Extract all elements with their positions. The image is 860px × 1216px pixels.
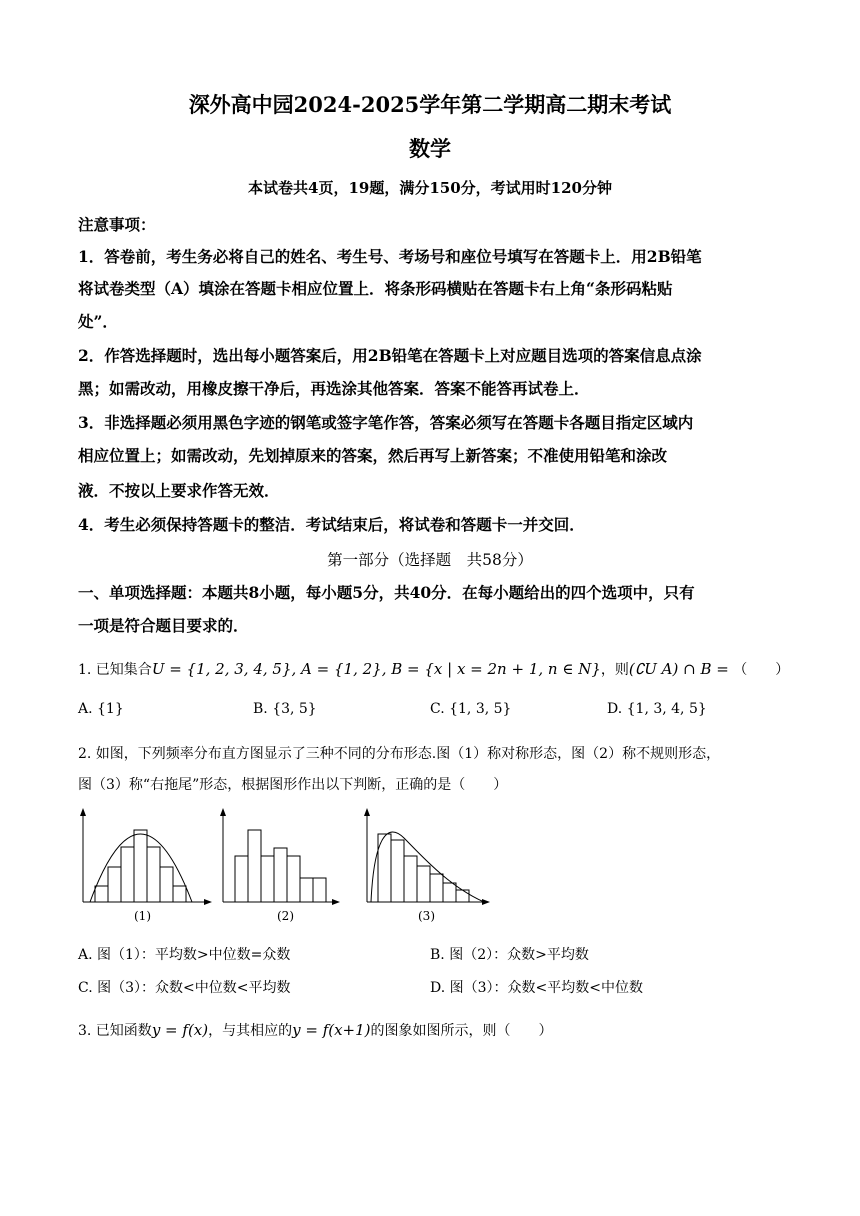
q2-option-d: D. 图（3）：众数<平均数<中位数 <box>430 980 643 996</box>
notice-heading: 注意事项： <box>78 215 156 234</box>
q1-option-c: C. {1, 3, 5} <box>430 701 512 717</box>
q1-answer-paren: （ ） <box>733 662 790 678</box>
notice-line: 4．考生必须保持答题卡的整洁．考试结束后，将试卷和答题卡一并交回． <box>78 515 585 534</box>
q1-prefix: 1. 已知集合 <box>78 662 152 678</box>
q1-ask-expression: (∁U A) ∩ B = <box>628 660 729 678</box>
histogram-right-skewed <box>364 808 490 923</box>
notice-line: 1．答卷前，考生务必将自己的姓名、考生号、考场号和座位号填写在答题卡上．用2B铅笔 <box>78 247 702 266</box>
question-3 <box>78 1020 553 1040</box>
exam-meta: 本试卷共4页，19题，满分150分，考试用时120分钟 <box>248 179 612 197</box>
part1-title: 第一部分（选择题 共58分） <box>327 551 533 569</box>
q3-mid: ，与其相应的 <box>208 1023 293 1039</box>
notice-line: 液．不按以上要求作答无效． <box>78 481 280 500</box>
notice-line: 处”． <box>78 312 118 331</box>
figure-label-1: (1) <box>134 909 151 923</box>
notice-line: 相应位置上；如需改动，先划掉原来的答案，然后再写上新答案；不准使用铅笔和涂改 <box>78 446 668 465</box>
notice-line: 将试卷类型（A）填涂在答题卡相应位置上．将条形码横贴在答题卡右上角“条形码粘贴 <box>78 279 673 298</box>
q2-line-2: 图（3）称“右拖尾”形态，根据图形作出以下判断，正确的是（ ） <box>78 777 508 793</box>
histogram-figures <box>68 806 498 926</box>
q3-prefix: 3. 已知函数 <box>78 1023 152 1039</box>
section-line: 一、单项选择题：本题共8小题，每小题5分，共40分．在每小题给出的四个选项中，只有 <box>78 583 695 602</box>
q2-option-c: C. 图（3）：众数<中位数<平均数 <box>78 980 291 996</box>
notice-line: 黑；如需改动，用橡皮擦干净后，再选涂其他答案．答案不能答再试卷上． <box>78 379 590 398</box>
exam-subject: 数学 <box>409 136 451 161</box>
figure-label-3: (3) <box>418 909 435 923</box>
q1-set-expression: U = {1, 2, 3, 4, 5}, A = {1, 2}, B = {x | x = 2n + 1, n ∈ N} <box>151 660 601 678</box>
q1-mid: ，则 <box>600 662 629 678</box>
q2-line-1: 2. 如图，下列频率分布直方图显示了三种不同的分布形态.图（1）称对称形态，图（2）称不规则形态， <box>78 746 721 762</box>
q2-option-a: A. 图（1）：平均数>中位数=众数 <box>78 947 291 963</box>
q3-expression-1: y = f(x) <box>151 1021 209 1039</box>
q2-option-b: B. 图（2）：众数>平均数 <box>430 947 589 963</box>
figure-label-2: (2) <box>277 909 294 923</box>
notice-line: 3．非选择题必须用黑色字迹的钢笔或签字笔作答，答案必须写在答题卡各题目指定区域内 <box>78 413 694 432</box>
histogram-irregular <box>220 808 340 923</box>
question-1 <box>78 659 789 679</box>
q1-option-d: D. {1, 3, 4, 5} <box>607 701 707 717</box>
q3-suffix: 的图象如图所示，则（ ） <box>370 1023 553 1039</box>
section-line: 一项是符合题目要求的． <box>78 616 249 635</box>
exam-title: 深外高中园2024-2025学年第二学期高二期末考试 <box>188 92 672 117</box>
notice-line: 2．作答选择题时，选出每小题答案后，用2B铅笔在答题卡上对应题目选项的答案信息点涂 <box>78 346 702 365</box>
q1-option-b: B. {3, 5} <box>253 701 317 717</box>
q1-option-a: A. {1} <box>78 701 124 717</box>
histogram-symmetric <box>80 808 212 923</box>
q3-expression-2: y = f(x+1) <box>292 1021 371 1039</box>
